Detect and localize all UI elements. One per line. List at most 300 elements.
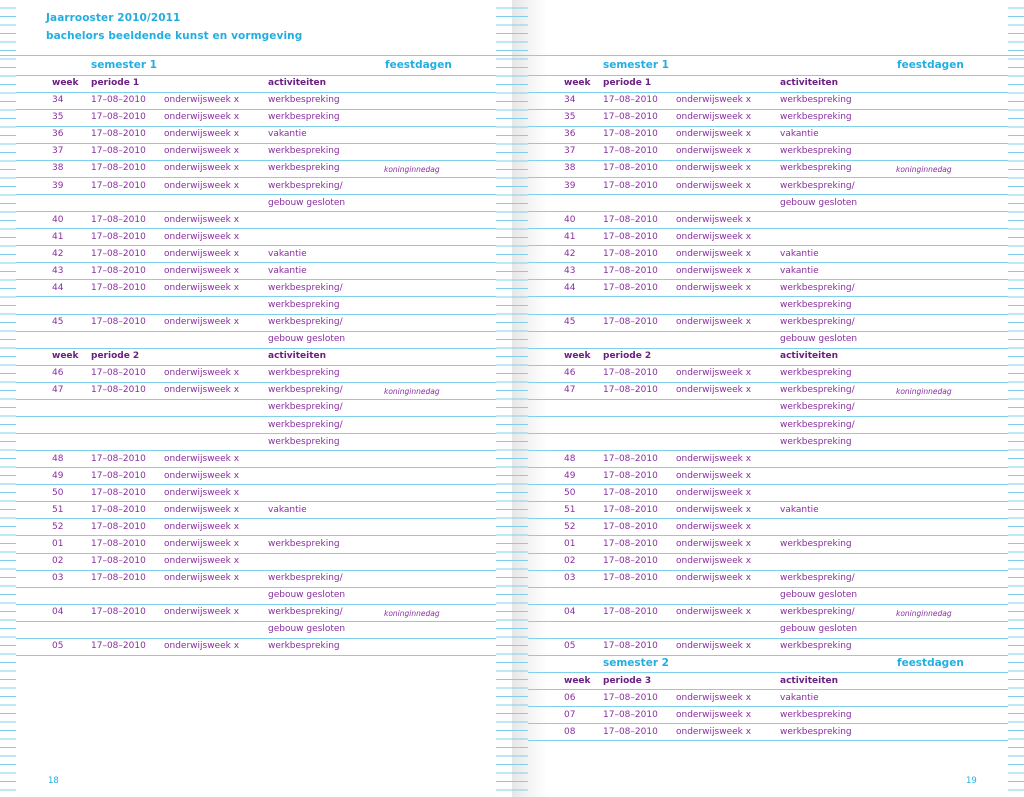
table-row: [512, 246, 1024, 263]
activity-cell: werkbespreking: [268, 146, 340, 157]
table-row: [0, 280, 512, 297]
week-number: 50: [564, 487, 576, 498]
week-number: 46: [52, 368, 64, 379]
table-row: [512, 536, 1024, 553]
week-number: 37: [564, 146, 576, 157]
date-cell: 17–08–2010: [603, 385, 658, 396]
week-number: 46: [564, 368, 576, 379]
activity-cell: werkbespreking: [780, 112, 852, 123]
onderwijsweek-cell: onderwijsweek x: [676, 282, 752, 293]
week-number: 50: [52, 487, 64, 498]
week-number: 48: [52, 453, 64, 464]
column-header-row: [512, 348, 1024, 365]
date-cell: 17–08–2010: [603, 607, 658, 618]
date-cell: 17–08–2010: [91, 180, 146, 191]
week-number: 43: [52, 265, 64, 276]
week-number: 38: [52, 163, 64, 174]
onderwijsweek-cell: onderwijsweek x: [164, 487, 240, 498]
table-row: [512, 382, 1024, 399]
document-title: Jaarrooster 2010/2011: [46, 12, 181, 24]
onderwijsweek-cell: onderwijsweek x: [164, 556, 240, 566]
table-row: [0, 399, 512, 416]
table-row: [512, 519, 1024, 536]
holiday-cell: koninginnedag: [896, 387, 952, 397]
onderwijsweek-cell: onderwijsweek x: [676, 129, 752, 140]
date-cell: 17–08–2010: [91, 556, 146, 566]
activity-cell: vakantie: [268, 248, 307, 259]
activity-cell: werkbespreking: [268, 95, 340, 106]
date-cell: 17–08–2010: [91, 539, 146, 549]
table-row: [0, 143, 512, 160]
onderwijsweek-cell: onderwijsweek x: [164, 470, 240, 481]
table-row: [0, 109, 512, 126]
activity-cell: werkbespreking: [780, 95, 852, 106]
week-number: 49: [564, 470, 576, 481]
date-cell: 17–08–2010: [91, 487, 146, 498]
activity-cell: werkbespreking/: [268, 282, 343, 293]
date-cell: 17–08–2010: [603, 709, 658, 720]
page-number: 18: [48, 776, 59, 786]
date-cell: 17–08–2010: [603, 368, 658, 379]
week-number: 05: [564, 641, 576, 652]
date-cell: 17–08–2010: [91, 265, 146, 276]
table-row: [512, 365, 1024, 382]
activity-cell: werkbespreking: [268, 641, 340, 652]
onderwijsweek-cell: onderwijsweek x: [676, 95, 752, 106]
date-cell: 17–08–2010: [91, 607, 146, 618]
week-number: 39: [52, 180, 64, 191]
column-header-row: [512, 673, 1024, 690]
table-row: [0, 160, 512, 177]
table-row: [0, 570, 512, 587]
week-number: 36: [52, 129, 64, 140]
table-row: [512, 587, 1024, 604]
activity-cell: vakantie: [780, 265, 819, 276]
table-row: [512, 707, 1024, 724]
onderwijsweek-cell: onderwijsweek x: [164, 282, 240, 293]
onderwijsweek-cell: onderwijsweek x: [676, 539, 752, 549]
activity-cell: gebouw gesloten: [780, 334, 858, 345]
onderwijsweek-cell: onderwijsweek x: [164, 641, 240, 652]
column-header-row: [0, 75, 512, 92]
row-rule: [528, 740, 1008, 741]
activity-cell: werkbespreking/: [268, 402, 343, 413]
week-number: 52: [564, 521, 576, 532]
activity-cell: werkbespreking: [780, 726, 852, 737]
table-row: [512, 314, 1024, 331]
activity-cell: werkbespreking: [780, 641, 852, 652]
week-header: week: [52, 351, 79, 362]
date-cell: 17–08–2010: [91, 231, 146, 242]
onderwijsweek-cell: onderwijsweek x: [676, 470, 752, 481]
onderwijsweek-cell: onderwijsweek x: [164, 231, 240, 242]
onderwijsweek-cell: onderwijsweek x: [164, 368, 240, 379]
holiday-cell: koninginnedag: [384, 165, 440, 175]
table-row: [512, 690, 1024, 707]
week-number: 47: [564, 385, 576, 396]
onderwijsweek-cell: onderwijsweek x: [164, 214, 240, 225]
week-number: 39: [564, 180, 576, 191]
date-cell: 17–08–2010: [603, 231, 658, 242]
date-cell: 17–08–2010: [91, 453, 146, 464]
week-number: 49: [52, 470, 64, 481]
activity-cell: werkbespreking/: [780, 607, 855, 618]
page-number: 19: [966, 776, 977, 786]
onderwijsweek-cell: onderwijsweek x: [676, 265, 752, 276]
feestdagen-label: feestdagen: [385, 59, 452, 71]
activity-cell: gebouw gesloten: [268, 624, 346, 635]
week-number: 41: [564, 231, 576, 242]
week-number: 44: [52, 282, 64, 293]
activity-cell: vakantie: [780, 692, 819, 703]
table-row: [512, 331, 1024, 348]
semester-label: semester 2: [603, 656, 669, 669]
activity-cell: werkbespreking/: [268, 419, 343, 430]
table-row: [512, 553, 1024, 570]
week-header: week: [564, 351, 591, 362]
week-number: 51: [564, 504, 576, 515]
table-row: [0, 451, 512, 468]
date-cell: 17–08–2010: [91, 317, 146, 328]
week-number: 45: [564, 317, 576, 328]
date-cell: 17–08–2010: [91, 214, 146, 225]
table-row: [0, 229, 512, 246]
table-row: [0, 502, 512, 519]
activiteiten-header: activiteiten: [780, 78, 839, 89]
onderwijsweek-cell: onderwijsweek x: [164, 539, 240, 549]
table-row: [512, 570, 1024, 587]
table-row: [512, 109, 1024, 126]
date-cell: 17–08–2010: [603, 641, 658, 652]
onderwijsweek-cell: onderwijsweek x: [676, 368, 752, 379]
activity-cell: vakantie: [268, 129, 307, 140]
table-row: [512, 621, 1024, 638]
holiday-cell: koninginnedag: [896, 609, 952, 619]
week-number: 03: [52, 573, 64, 584]
week-header: week: [564, 675, 591, 686]
week-number: 51: [52, 504, 64, 515]
date-cell: 17–08–2010: [91, 368, 146, 379]
table-row: [0, 468, 512, 485]
activity-cell: werkbespreking: [268, 163, 340, 174]
date-cell: 17–08–2010: [603, 521, 658, 532]
onderwijsweek-cell: onderwijsweek x: [676, 521, 752, 532]
week-number: 01: [52, 539, 64, 549]
column-header-row: [512, 75, 1024, 92]
date-cell: 17–08–2010: [603, 129, 658, 140]
week-number: 34: [52, 95, 64, 106]
date-cell: 17–08–2010: [91, 470, 146, 481]
activity-cell: werkbespreking: [780, 146, 852, 157]
document-subtitle: bachelors beeldende kunst en vormgeving: [46, 30, 303, 42]
table-row: [512, 468, 1024, 485]
activiteiten-header: activiteiten: [780, 675, 839, 686]
week-number: 42: [564, 248, 576, 259]
activity-cell: werkbespreking/: [780, 317, 855, 328]
date-cell: 17–08–2010: [603, 556, 658, 566]
table-row: [512, 638, 1024, 655]
table-row: [0, 638, 512, 655]
table-row: [0, 434, 512, 451]
onderwijsweek-cell: onderwijsweek x: [164, 521, 240, 532]
onderwijsweek-cell: onderwijsweek x: [676, 385, 752, 396]
table-row: [0, 246, 512, 263]
date-cell: 17–08–2010: [91, 573, 146, 584]
activity-cell: vakantie: [780, 129, 819, 140]
row-rule: [16, 655, 496, 656]
date-cell: 17–08–2010: [603, 163, 658, 174]
activity-cell: gebouw gesloten: [780, 197, 858, 208]
activity-cell: werkbespreking: [780, 300, 852, 310]
activity-cell: werkbespreking: [780, 709, 852, 720]
semester-row: [512, 656, 1024, 673]
activity-cell: werkbespreking/: [780, 282, 855, 293]
table-row: [0, 314, 512, 331]
date-cell: 17–08–2010: [91, 248, 146, 259]
table-row: [0, 621, 512, 638]
table-row: [0, 297, 512, 314]
activity-cell: gebouw gesloten: [268, 334, 346, 345]
week-number: 41: [52, 231, 64, 242]
table-row: [0, 485, 512, 502]
week-number: 04: [564, 607, 576, 618]
activity-cell: werkbespreking/: [268, 607, 343, 618]
activity-cell: werkbespreking: [780, 436, 852, 447]
week-number: 04: [52, 607, 64, 618]
onderwijsweek-cell: onderwijsweek x: [676, 726, 752, 737]
onderwijsweek-cell: onderwijsweek x: [164, 265, 240, 276]
periode-header: periode 2: [91, 351, 140, 362]
semester-label: semester 1: [603, 59, 669, 71]
onderwijsweek-cell: onderwijsweek x: [164, 504, 240, 515]
table-row: [0, 212, 512, 229]
onderwijsweek-cell: onderwijsweek x: [164, 453, 240, 464]
table-row: [0, 178, 512, 195]
holiday-cell: koninginnedag: [384, 609, 440, 619]
date-cell: 17–08–2010: [91, 521, 146, 532]
table-row: [0, 417, 512, 434]
date-cell: 17–08–2010: [91, 112, 146, 123]
table-row: [0, 536, 512, 553]
activity-cell: werkbespreking/: [780, 180, 855, 191]
activity-cell: vakantie: [268, 265, 307, 276]
week-number: 48: [564, 453, 576, 464]
table-row: [512, 280, 1024, 297]
onderwijsweek-cell: onderwijsweek x: [164, 607, 240, 618]
activity-cell: werkbespreking/: [268, 385, 343, 396]
date-cell: 17–08–2010: [91, 163, 146, 174]
date-cell: 17–08–2010: [603, 146, 658, 157]
week-number: 08: [564, 726, 576, 737]
onderwijsweek-cell: onderwijsweek x: [164, 163, 240, 174]
date-cell: 17–08–2010: [603, 539, 658, 549]
onderwijsweek-cell: onderwijsweek x: [676, 453, 752, 464]
feestdagen-label: feestdagen: [897, 656, 964, 669]
activity-cell: vakantie: [780, 248, 819, 259]
onderwijsweek-cell: onderwijsweek x: [164, 385, 240, 396]
activity-cell: werkbespreking/: [268, 317, 343, 328]
table-row: [0, 587, 512, 604]
activity-cell: gebouw gesloten: [268, 197, 346, 208]
date-cell: 17–08–2010: [603, 487, 658, 498]
onderwijsweek-cell: onderwijsweek x: [164, 317, 240, 328]
table-row: [0, 604, 512, 621]
week-number: 36: [564, 129, 576, 140]
onderwijsweek-cell: onderwijsweek x: [676, 641, 752, 652]
table-row: [0, 331, 512, 348]
activity-cell: werkbespreking/: [780, 419, 855, 430]
semester-row: [0, 58, 512, 75]
activity-cell: werkbespreking/: [268, 180, 343, 191]
holiday-cell: koninginnedag: [896, 165, 952, 175]
table-row: [512, 178, 1024, 195]
week-header: week: [564, 78, 591, 89]
table-row: [512, 229, 1024, 246]
date-cell: 17–08–2010: [603, 573, 658, 584]
date-cell: 17–08–2010: [603, 692, 658, 703]
table-row: [512, 434, 1024, 451]
date-cell: 17–08–2010: [603, 248, 658, 259]
table-row: [0, 365, 512, 382]
feestdagen-label: feestdagen: [897, 59, 964, 71]
onderwijsweek-cell: onderwijsweek x: [164, 248, 240, 259]
date-cell: 17–08–2010: [603, 112, 658, 123]
onderwijsweek-cell: onderwijsweek x: [164, 180, 240, 191]
activity-cell: werkbespreking: [268, 539, 340, 549]
activity-cell: werkbespreking/: [780, 573, 855, 584]
activity-cell: vakantie: [268, 504, 307, 515]
week-number: 44: [564, 282, 576, 293]
activiteiten-header: activiteiten: [780, 351, 839, 362]
week-number: 42: [52, 248, 64, 259]
date-cell: 17–08–2010: [603, 95, 658, 106]
onderwijsweek-cell: onderwijsweek x: [676, 317, 752, 328]
activity-cell: gebouw gesloten: [780, 590, 858, 601]
right-page: [512, 0, 1024, 797]
table-row: [512, 160, 1024, 177]
table-row: [0, 92, 512, 109]
onderwijsweek-cell: onderwijsweek x: [164, 112, 240, 123]
periode-header: periode 1: [91, 78, 140, 89]
activity-cell: werkbespreking: [780, 163, 852, 174]
onderwijsweek-cell: onderwijsweek x: [676, 112, 752, 123]
onderwijsweek-cell: onderwijsweek x: [676, 692, 752, 703]
date-cell: 17–08–2010: [91, 385, 146, 396]
onderwijsweek-cell: onderwijsweek x: [676, 231, 752, 242]
table-row: [512, 604, 1024, 621]
table-row: [512, 417, 1024, 434]
activity-cell: werkbespreking/: [268, 573, 343, 584]
week-header: week: [52, 78, 79, 89]
periode-header: periode 2: [603, 351, 652, 362]
onderwijsweek-cell: onderwijsweek x: [676, 573, 752, 584]
activity-cell: werkbespreking: [268, 300, 340, 310]
week-number: 35: [564, 112, 576, 123]
activity-cell: werkbespreking: [780, 539, 852, 549]
table-row: [512, 263, 1024, 280]
table-row: [0, 263, 512, 280]
table-row: [512, 724, 1024, 741]
table-row: [0, 382, 512, 399]
week-number: 52: [52, 521, 64, 532]
semester-label: semester 1: [91, 59, 157, 71]
date-cell: 17–08–2010: [91, 641, 146, 652]
periode-header: periode 3: [603, 675, 652, 686]
table-row: [0, 195, 512, 212]
onderwijsweek-cell: onderwijsweek x: [676, 214, 752, 225]
week-number: 38: [564, 163, 576, 174]
week-number: 34: [564, 95, 576, 106]
week-number: 45: [52, 317, 64, 328]
semester-row: [512, 58, 1024, 75]
table-row: [0, 126, 512, 143]
date-cell: 17–08–2010: [603, 726, 658, 737]
onderwijsweek-cell: onderwijsweek x: [164, 573, 240, 584]
onderwijsweek-cell: onderwijsweek x: [676, 709, 752, 720]
onderwijsweek-cell: onderwijsweek x: [676, 487, 752, 498]
week-number: 02: [52, 556, 64, 566]
week-number: 03: [564, 573, 576, 584]
activiteiten-header: activiteiten: [268, 78, 327, 89]
week-number: 47: [52, 385, 64, 396]
periode-header: periode 1: [603, 78, 652, 89]
onderwijsweek-cell: onderwijsweek x: [676, 556, 752, 566]
activity-cell: werkbespreking: [268, 368, 340, 379]
table-row: [512, 126, 1024, 143]
table-row: [512, 143, 1024, 160]
table-row: [512, 485, 1024, 502]
week-number: 01: [564, 539, 576, 549]
onderwijsweek-cell: onderwijsweek x: [676, 163, 752, 174]
date-cell: 17–08–2010: [91, 95, 146, 106]
date-cell: 17–08–2010: [603, 317, 658, 328]
table-row: [512, 502, 1024, 519]
onderwijsweek-cell: onderwijsweek x: [676, 607, 752, 618]
week-number: 05: [52, 641, 64, 652]
date-cell: 17–08–2010: [603, 504, 658, 515]
table-row: [512, 195, 1024, 212]
activity-cell: gebouw gesloten: [268, 590, 346, 601]
date-cell: 17–08–2010: [91, 504, 146, 515]
table-row: [512, 451, 1024, 468]
date-cell: 17–08–2010: [603, 214, 658, 225]
onderwijsweek-cell: onderwijsweek x: [676, 248, 752, 259]
divider: [512, 55, 1024, 56]
week-number: 40: [564, 214, 576, 225]
column-header-row: [0, 348, 512, 365]
activity-cell: werkbespreking: [780, 368, 852, 379]
date-cell: 17–08–2010: [91, 146, 146, 157]
week-number: 07: [564, 709, 576, 720]
activity-cell: werkbespreking: [268, 112, 340, 123]
onderwijsweek-cell: onderwijsweek x: [164, 129, 240, 140]
holiday-cell: koninginnedag: [384, 387, 440, 397]
divider: [0, 55, 512, 56]
activity-cell: werkbespreking/: [780, 402, 855, 413]
date-cell: 17–08–2010: [91, 282, 146, 293]
week-number: 06: [564, 692, 576, 703]
date-cell: 17–08–2010: [91, 129, 146, 140]
onderwijsweek-cell: onderwijsweek x: [676, 504, 752, 515]
activity-cell: werkbespreking: [268, 436, 340, 447]
date-cell: 17–08–2010: [603, 180, 658, 191]
table-row: [512, 92, 1024, 109]
week-number: 37: [52, 146, 64, 157]
activity-cell: werkbespreking/: [780, 385, 855, 396]
date-cell: 17–08–2010: [603, 470, 658, 481]
onderwijsweek-cell: onderwijsweek x: [676, 180, 752, 191]
week-number: 40: [52, 214, 64, 225]
